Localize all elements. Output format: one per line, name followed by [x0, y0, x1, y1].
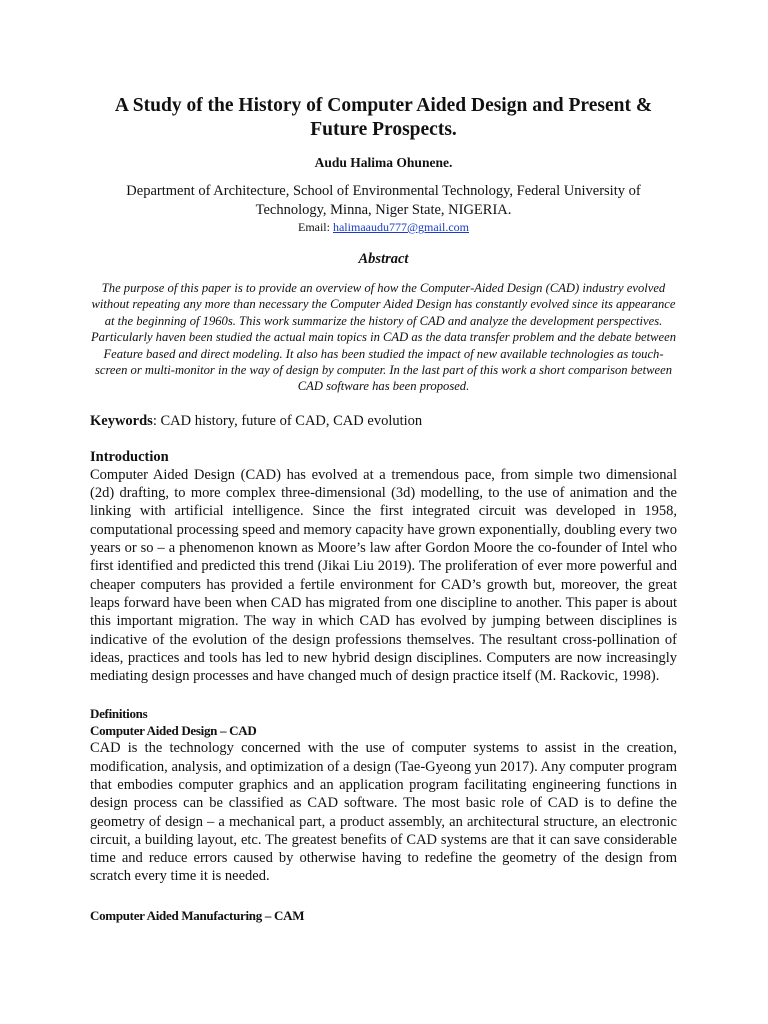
cam-heading: Computer Aided Manufacturing – CAM [90, 907, 305, 923]
keywords-label: Keywords [90, 412, 153, 429]
cad-heading: Computer Aided Design – CAD [90, 723, 257, 739]
abstract-text: The purpose of this paper is to provide an overview of how the Computer-Aided Design (CAD) industry evolved without repeating any more than necessary the Computer Aided Design has constantly evolved since its appearance at the beginning of 1960s. This work summarize the history of CAD and analyze the development perspectives. Particularly haven been studied the actual main topics in CAD as the data transfer problem and the debate between Feature based and direct modeling. It also has been studied the impact of new available technologies as touch-screen or multi-monitor in the way of design by computer. In the last part of this work a short comparison between CAD software has been proposed. [90, 281, 677, 394]
definitions-heading: Definitions [90, 706, 148, 722]
paper-title: A Study of the History of Computer Aided Design and Present & Future Prospects. [114, 95, 653, 140]
abstract-heading: Abstract [358, 251, 409, 267]
email-line [90, 220, 677, 234]
author-name: Audu Halima Ohunene. [314, 155, 453, 170]
email-label: Email: [297, 220, 333, 234]
introduction-heading: Introduction [90, 448, 169, 465]
cad-paragraph: CAD is the technology concerned with the use of computer systems to assist in the creation, modification, analysis, and optimization of a design (Tae-Gyeong yun 2017). Any computer program that embodies computer graphics and an application program facilitating engineering functions in design process can be classified as CAD software. The most basic role of CAD is to define the geometry of design – a mechanical part, a product assembly, an architectural structure, an electronic circuit, a building layout, etc. The greatest benefits of CAD systems are that it can save considerable time and reduce errors caused by otherwise having to redefine the geometry of the design from scratch every time it is needed. [90, 740, 677, 885]
email-link[interactable]: halimaaudu777@gmail.com [332, 220, 470, 234]
author-affiliation: Department of Architecture, School of Environmental Technology, Federal University of Technology, Minna, Niger State, NIGERIA. [126, 183, 641, 218]
keywords-text: : CAD history, future of CAD, CAD evolution [152, 412, 423, 429]
keywords-line [90, 412, 677, 430]
introduction-paragraph: Computer Aided Design (CAD) has evolved at a tremendous pace, from simple two dimensional (2d) drafting, to more complex three-dimensional (3d) modelling, to the use of animation and the linking with artificial intelligence. Since the first integrated circuit was developed in 1958, computational processing speed and memory capacity have grown exponentially, doubling every two years or so – a phenomenon known as Moore’s law after Gordon Moore the co-founder of Intel who first identified and predicted this trend (Jikai Liu 2019). The proliferation of ever more powerful and cheaper computers has provided a fertile environment for CAD’s growth but, moreover, the great leaps forward have been when CAD has migrated from one discipline to another. This paper is about this important migration. The way in which CAD has evolved by jumping between disciplines is indicative of the evolution of the design professions themselves. The resultant cross-pollination of ideas, practices and tools has led to new hybrid design disciplines. Computers are now increasingly mediating design processes and have changed much of design practice itself (M. Rackovic, 1998). [90, 466, 677, 685]
